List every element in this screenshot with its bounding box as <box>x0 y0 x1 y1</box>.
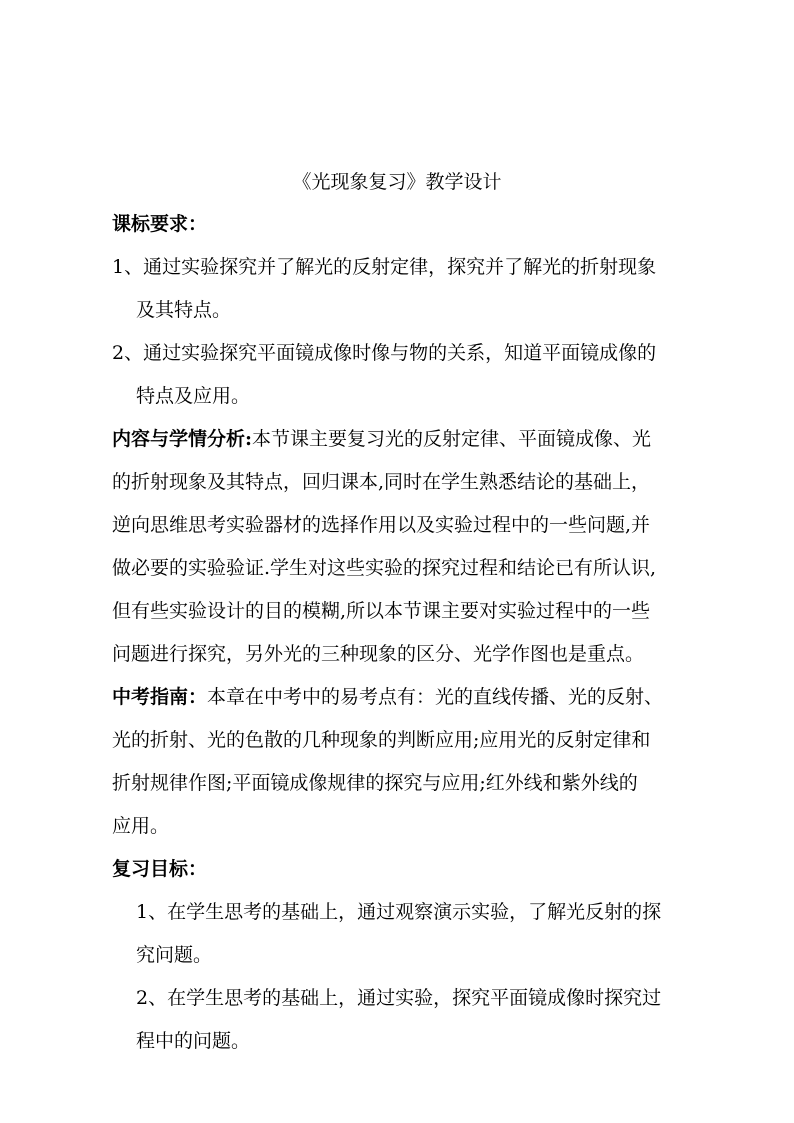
objectives-item-2-line1: 2、在学生思考的基础上，通过实验，探究平面镜成像时探究过 <box>136 987 662 1009</box>
objectives-item-1-line1: 1、在学生思考的基础上，通过观察演示实验，了解光反射的探 <box>136 901 662 923</box>
curriculum-heading: 课标要求： <box>112 213 208 235</box>
objectives-heading: 复习目标： <box>112 858 208 880</box>
document-title: 《光现象复习》教学设计 <box>292 171 502 193</box>
exam-guide-line-2: 光的折射、光的色散的几种现象的判断应用;应用光的反射定律和 <box>112 729 651 751</box>
exam-guide-text-1: 本章在中考中的易考点有：光的直线传播、光的反射、 <box>207 686 664 708</box>
objectives-item-1-line2: 究问题。 <box>136 944 213 966</box>
exam-guide-line-4: 应用。 <box>112 815 170 837</box>
exam-guide-heading: 中考指南： <box>112 686 208 708</box>
analysis-text-1: 本节课主要复习光的反射定律、平面镜成像、光 <box>252 428 652 450</box>
analysis-line-1 <box>112 425 651 453</box>
analysis-line-6: 问题进行探究，另外光的三种现象的区分、光学作图也是重点。 <box>112 643 645 665</box>
curriculum-item-2-line1: 2、通过实验探究平面镜成像时像与物的关系，知道平面镜成像的 <box>112 342 657 364</box>
exam-guide-line-1 <box>112 683 663 711</box>
analysis-heading: 内容与学情分析: <box>112 428 253 450</box>
exam-guide-line-3: 折射规律作图;平面镜成像规律的探究与应用;红外线和紫外线的 <box>112 772 638 794</box>
curriculum-item-1-line1: 1、通过实验探究并了解光的反射定律，探究并了解光的折射现象 <box>112 256 657 278</box>
curriculum-item-2-line2: 特点及应用。 <box>136 385 251 407</box>
analysis-line-4: 做必要的实验验证.学生对这些实验的探究过程和结论已有所认识, <box>112 557 657 579</box>
objectives-item-2-line2: 程中的问题。 <box>136 1030 251 1052</box>
analysis-line-5: 但有些实验设计的目的模糊,所以本节课主要对实验过程中的一些 <box>112 600 651 622</box>
curriculum-item-1-line2: 及其特点。 <box>136 299 232 321</box>
analysis-line-3: 逆向思维思考实验器材的选择作用以及实验过程中的一些问题,并 <box>112 514 651 536</box>
analysis-line-2: 的折射现象及其特点，回归课本,同时在学生熟悉结论的基础上， <box>112 471 651 493</box>
